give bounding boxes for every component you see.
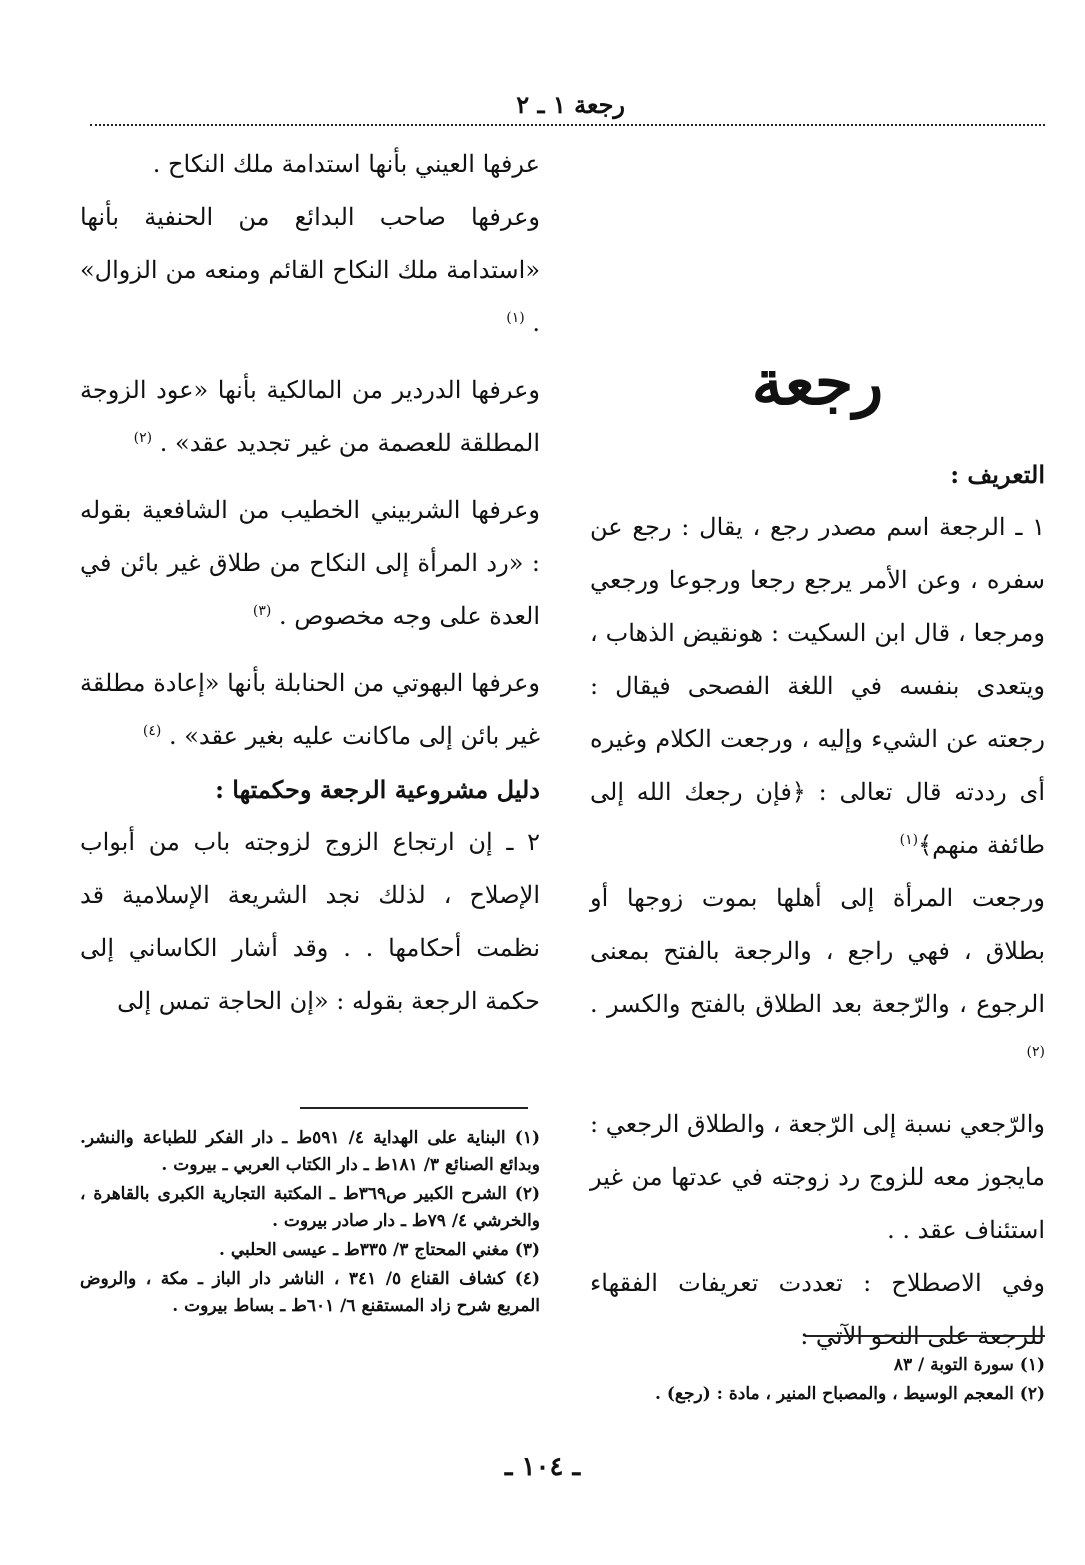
left-paragraph-5: وعرفها البهوتي من الحنابلة بأنها «إعادة مطلقة غير بائن إلى ماكانت عليه بغير عقد» . $^{(٤)}$ [80, 669, 540, 750]
header-dotted-rule [90, 124, 1045, 126]
entry-title: رجعة [751, 346, 884, 419]
evidence-heading: دليل مشروعية الرجعة وحكمتها : [215, 775, 540, 804]
footnote-item: (٢) الشرح الكبير ص٣٦٩ط ـ المكتبة التجارية الكبرى بالقاهرة ، والخرشي ٤/ ٧٩ط ـ دار صادر بيروت . [80, 1184, 540, 1231]
running-header-title: رجعة ١ ـ ٢ [516, 90, 625, 119]
definition-paragraph-2: ورجعت المرأة إلى أهلها بموت زوجها أو بطلاق ، فهي راجع ، والرجعة بالفتح بمعنى الرجوع ، والرّجعة بعد الطلاق بالفتح والكسر . $^{(٢)}$ [590, 884, 1045, 1060]
evidence-paragraph: ٢ ـ إن ارتجاع الزوج لزوجته باب من أبواب الإصلاح ، لذلك نجد الشريعة الإسلامية قد نظمت أحكامها . . وقد أشار الكاساني إلى حكمة الرجعة بقوله : «إن الحاجة تمس إلى [80, 828, 540, 1015]
right-column [590, 138, 1045, 1363]
left-paragraph-1: عرفها العيني بأنها استدامة ملك النكاح . [152, 150, 540, 178]
definition-paragraph-3: والرّجعي نسبة إلى الرّجعة ، والطلاق الرجعي : مايجوز معه للزوج رد زوجته في عدتها من غير استئناف عقد . . [590, 1110, 1045, 1244]
footnote-ref: (٣) [252, 603, 272, 619]
left-paragraph-4: وعرفها الشربيني الخطيب من الشافعية بقوله : «رد المرأة إلى النكاح من طلاق غير بائن في العدة على وجه مخصوص . $^{(٣)}$ [80, 496, 540, 630]
footnote-ref: (١) [506, 310, 525, 326]
left-paragraph-2: وعرفها صاحب البدائع من الحنفية بأنها «استدامة ملك النكاح القائم ومنعه من الزوال» . $^{(١)}$ [80, 203, 540, 337]
footnote-ref: (١) [899, 832, 919, 848]
footnote-item: (٤) كشاف القناع ٥/ ٣٤١ ، الناشر دار الباز ـ مكة ، والروض المربع شرح زاد المستقنع ٦/ ٦٠١ط ـ بساط بيروت . [80, 1269, 540, 1316]
footnote-ref: (٢) [133, 430, 153, 446]
left-paragraph-3: وعرفها الدردير من المالكية بأنها «عود الزوجة المطلقة للعصمة من غير تجديد عقد» . $^{(٢)}$ [80, 376, 540, 457]
definition-paragraph-1: ١ ـ الرجعة اسم مصدر رجع ، يقال : رجع عن سفره ، وعن الأمر يرجع رجعا ورجوعا ورجعي ومرجعا ، قال ابن السكيت : هونقيض الذهاب ، ويتعدى بنفسه في اللغة الفصحى فيقال : رجعته عن الشيء وإليه ، ورجعت الكلام وغيره أى رددته قال تعالى : ﴿فإن رجعك الله إلى طائفة منهم﴾$^{(١)}$ [590, 513, 1046, 859]
footnote-ref: (٤) [142, 723, 162, 739]
definition-paragraph-4: وفي الاصطلاح : تعددت تعريفات الفقهاء للرجعة على النحو الآتي : [590, 1269, 1045, 1350]
footnote-item: (٢) المعجم الوسيط ، والمصباح المنير ، مادة : (رجع) . [655, 1384, 1045, 1404]
footnote-item: (٣) مغني المحتاج ٣/ ٣٣٥ط ـ عيسى الحلبي . [219, 1240, 540, 1260]
footnote-item: (١) سورة التوبة / ٨٣ [893, 1355, 1045, 1375]
footnote-item: (١) البناية على الهداية ٤/ ٥٩١ط ـ دار الفكر للطباعة والنشر. وبدائع الصنائع ٣/ ١٨١ط ـ دار الكتاب العربي ـ بيروت . [80, 1128, 540, 1175]
footnote-divider-left [300, 1107, 528, 1109]
footnotes-right [590, 1352, 1045, 1410]
page-number: ـ ١٠٤ ـ [504, 1452, 581, 1482]
left-column [80, 138, 540, 1028]
running-header [90, 86, 1045, 126]
footnote-ref: (٢) [1026, 1044, 1045, 1060]
footnotes-left [80, 1125, 540, 1322]
definition-heading: التعريف : [950, 460, 1045, 489]
footnote-divider-right [805, 1335, 1045, 1337]
